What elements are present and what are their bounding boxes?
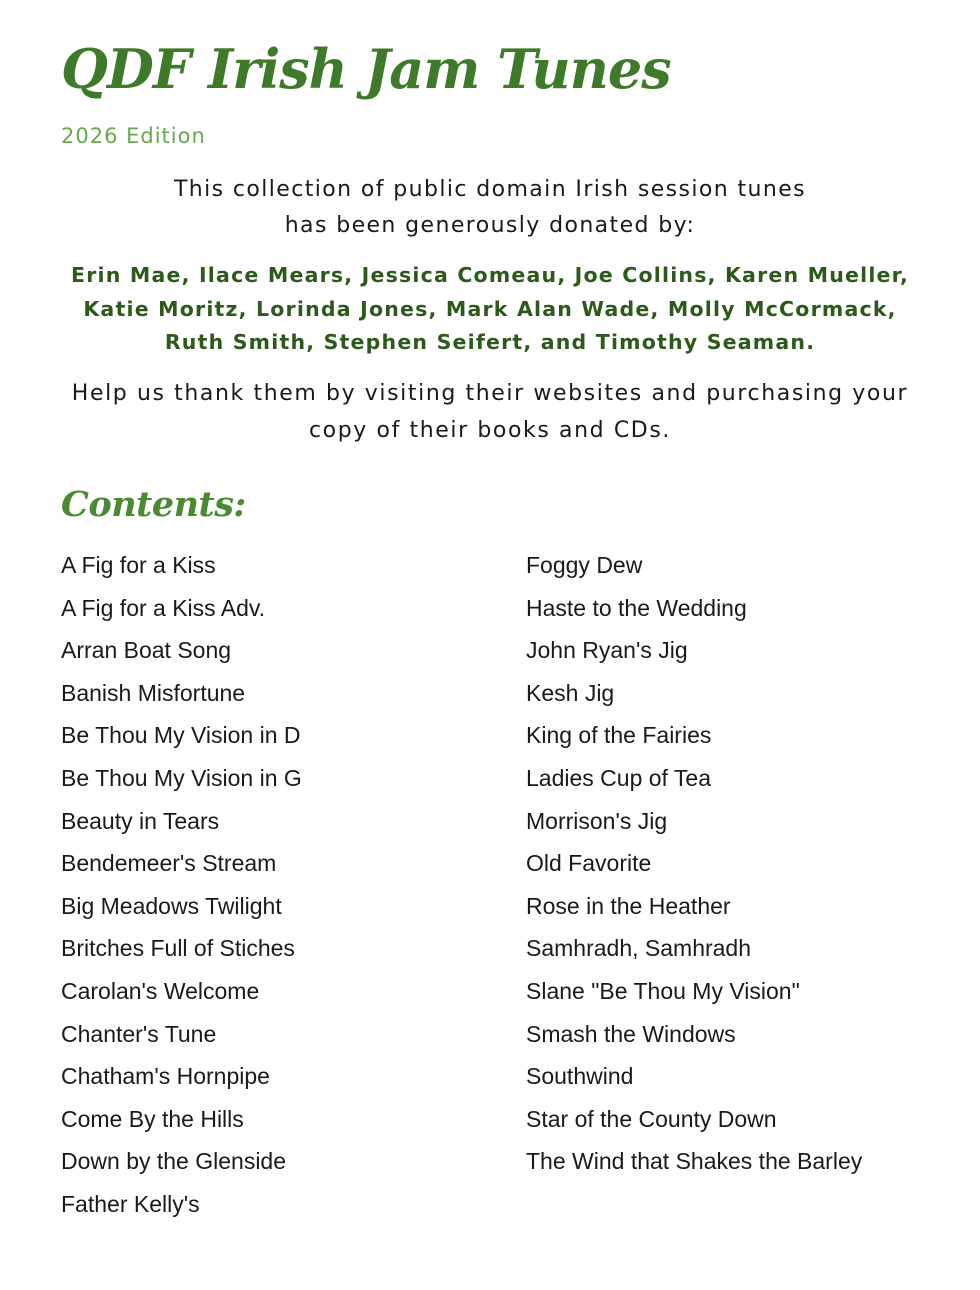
contents-item: Come By the Hills bbox=[61, 1105, 244, 1132]
donor-line: Ruth Smith, Stephen Seifert, and Timothy Seaman. bbox=[164, 330, 816, 354]
thanks-line: copy of their books and CDs. bbox=[308, 418, 671, 443]
contents-item: Star of the County Down bbox=[526, 1105, 777, 1132]
contents-item: Kesh Jig bbox=[526, 679, 615, 706]
contents-item: Be Thou My Vision in G bbox=[61, 764, 302, 791]
contents-item: Arran Boat Song bbox=[61, 637, 232, 664]
contents-item: Banish Misfortune bbox=[61, 679, 246, 706]
contents-item: Morrison's Jig bbox=[526, 807, 668, 834]
contents-item: Haste to the Wedding bbox=[526, 594, 747, 621]
contents-column-right bbox=[526, 544, 966, 1183]
contents-heading: Contents: bbox=[61, 484, 246, 525]
contents-item: Father Kelly's bbox=[61, 1190, 200, 1217]
contents-item: Southwind bbox=[526, 1063, 634, 1090]
edition-label: 2026 Edition bbox=[61, 124, 206, 148]
contents-item: Foggy Dew bbox=[526, 552, 643, 578]
contents-item: A Fig for a Kiss bbox=[61, 552, 216, 578]
contents-item: Samhradh, Samhradh bbox=[526, 935, 752, 962]
contents-column-left bbox=[61, 544, 501, 1226]
intro-line: has been generously donated by: bbox=[284, 213, 696, 238]
thanks-line: Help us thank them by visiting their websites and purchasing your bbox=[71, 381, 909, 406]
contents-item: Down by the Glenside bbox=[61, 1148, 287, 1175]
thanks-paragraph bbox=[40, 375, 940, 449]
contents-item: Rose in the Heather bbox=[526, 892, 731, 919]
donor-line: Erin Mae, Ilace Mears, Jessica Comeau, Joe Collins, Karen Mueller, bbox=[71, 263, 909, 287]
contents-item: John Ryan's Jig bbox=[526, 637, 688, 664]
contents-item: Smash the Windows bbox=[526, 1020, 736, 1047]
contents-item: The Wind that Shakes the Barley bbox=[526, 1148, 863, 1175]
contents-item: Slane "Be Thou My Vision" bbox=[526, 977, 800, 1004]
contents-item: A Fig for a Kiss Adv. bbox=[61, 594, 266, 621]
donor-list bbox=[50, 259, 930, 360]
contents-item: Bendemeer's Stream bbox=[61, 850, 277, 877]
contents-item: Old Favorite bbox=[526, 850, 652, 877]
contents-item: Chatham's Hornpipe bbox=[61, 1063, 270, 1090]
contents-item: Big Meadows Twilight bbox=[61, 892, 282, 919]
contents-item: King of the Fairies bbox=[526, 722, 712, 749]
contents-item: Britches Full of Stiches bbox=[61, 935, 295, 962]
donor-line: Katie Moritz, Lorinda Jones, Mark Alan Wade, Molly McCormack, bbox=[83, 296, 897, 321]
contents-item: Ladies Cup of Tea bbox=[526, 764, 711, 791]
contents-item: Beauty in Tears bbox=[61, 807, 220, 834]
contents-item: Carolan's Welcome bbox=[61, 977, 260, 1004]
contents-item: Chanter's Tune bbox=[61, 1020, 217, 1047]
intro-line: This collection of public domain Irish session tunes bbox=[173, 177, 807, 202]
intro-paragraph bbox=[60, 172, 920, 244]
page-title: QDF Irish Jam Tunes bbox=[61, 37, 671, 101]
contents-item: Be Thou My Vision in D bbox=[61, 722, 301, 749]
